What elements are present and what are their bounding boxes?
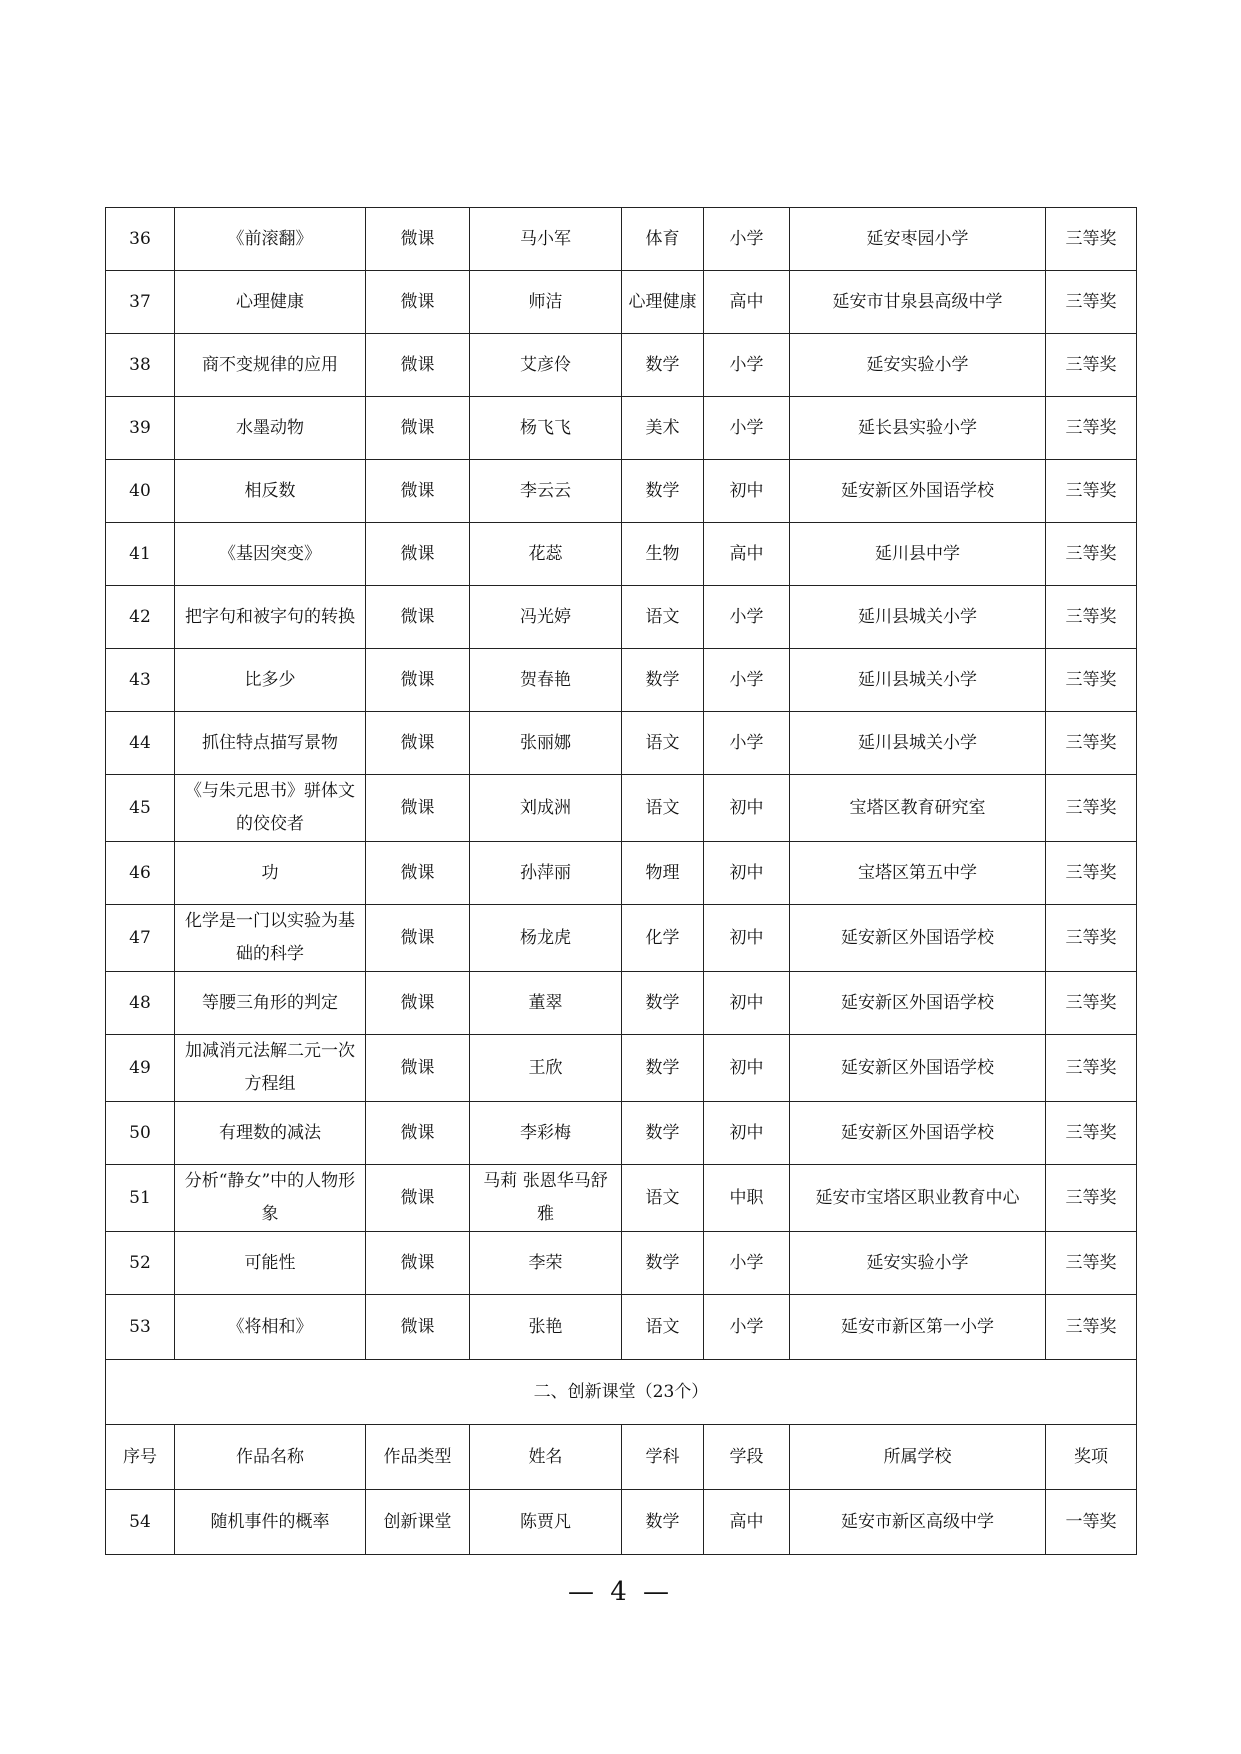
table-row	[106, 1295, 1137, 1360]
cell-subject: 数学	[622, 1102, 704, 1165]
header-cell: 序号	[106, 1425, 175, 1490]
cell-subject: 语文	[622, 775, 704, 842]
cell-stage: 小学	[704, 397, 790, 460]
cell-school: 延安实验小学	[790, 334, 1046, 397]
cell-person: 张丽娜	[470, 712, 622, 775]
cell-award: 三等奖	[1046, 712, 1137, 775]
table-row	[106, 1232, 1137, 1295]
cell-person: 杨龙虎	[470, 905, 622, 972]
cell-type: 微课	[366, 271, 470, 334]
cell-subject: 生物	[622, 523, 704, 586]
cell-no: 52	[106, 1232, 175, 1295]
cell-no: 39	[106, 397, 175, 460]
cell-person: 花蕊	[470, 523, 622, 586]
cell-no: 36	[106, 208, 175, 271]
cell-stage: 初中	[704, 775, 790, 842]
cell-name: 把字句和被字句的转换	[175, 586, 366, 649]
table-row	[106, 397, 1137, 460]
cell-subject: 美术	[622, 397, 704, 460]
cell-subject: 数学	[622, 460, 704, 523]
cell-type: 微课	[366, 775, 470, 842]
cell-award: 三等奖	[1046, 586, 1137, 649]
header-cell: 奖项	[1046, 1425, 1137, 1490]
cell-no: 38	[106, 334, 175, 397]
cell-award: 一等奖	[1046, 1490, 1137, 1555]
table-body	[106, 208, 1137, 1555]
cell-award: 三等奖	[1046, 334, 1137, 397]
cell-no: 54	[106, 1490, 175, 1555]
cell-stage: 初中	[704, 842, 790, 905]
table-row	[106, 208, 1137, 271]
cell-school: 延川县城关小学	[790, 712, 1046, 775]
cell-person: 艾彦伶	[470, 334, 622, 397]
cell-stage: 小学	[704, 586, 790, 649]
cell-person: 冯光婷	[470, 586, 622, 649]
table-row	[106, 842, 1137, 905]
cell-person: 马莉 张恩华马舒雅	[470, 1165, 622, 1232]
table-row	[106, 1165, 1137, 1232]
award-table	[105, 207, 1137, 1555]
cell-school: 延川县城关小学	[790, 649, 1046, 712]
cell-name: 比多少	[175, 649, 366, 712]
cell-award: 三等奖	[1046, 1165, 1137, 1232]
cell-type: 微课	[366, 905, 470, 972]
cell-person: 张艳	[470, 1295, 622, 1360]
table-row	[106, 586, 1137, 649]
cell-no: 51	[106, 1165, 175, 1232]
cell-no: 47	[106, 905, 175, 972]
cell-person: 李荣	[470, 1232, 622, 1295]
cell-stage: 中职	[704, 1165, 790, 1232]
section-title: 二、创新课堂（23个）	[106, 1360, 1137, 1425]
cell-award: 三等奖	[1046, 1232, 1137, 1295]
table-row	[106, 1035, 1137, 1102]
cell-person: 师洁	[470, 271, 622, 334]
cell-stage: 高中	[704, 1490, 790, 1555]
cell-school: 宝塔区第五中学	[790, 842, 1046, 905]
cell-no: 46	[106, 842, 175, 905]
cell-type: 微课	[366, 1102, 470, 1165]
cell-name: 有理数的减法	[175, 1102, 366, 1165]
cell-award: 三等奖	[1046, 523, 1137, 586]
cell-name: 分析“静女”中的人物形象	[175, 1165, 366, 1232]
cell-no: 49	[106, 1035, 175, 1102]
cell-no: 41	[106, 523, 175, 586]
cell-name: 《与朱元思书》骈体文的佼佼者	[175, 775, 366, 842]
cell-award: 三等奖	[1046, 1035, 1137, 1102]
cell-school: 宝塔区教育研究室	[790, 775, 1046, 842]
cell-school: 延安新区外国语学校	[790, 905, 1046, 972]
cell-school: 延川县城关小学	[790, 586, 1046, 649]
cell-subject: 物理	[622, 842, 704, 905]
table-row	[106, 460, 1137, 523]
table-row	[106, 523, 1137, 586]
cell-award: 三等奖	[1046, 460, 1137, 523]
cell-award: 三等奖	[1046, 397, 1137, 460]
cell-subject: 体育	[622, 208, 704, 271]
cell-no: 50	[106, 1102, 175, 1165]
cell-type: 微课	[366, 1035, 470, 1102]
cell-school: 延安市新区高级中学	[790, 1490, 1046, 1555]
cell-no: 45	[106, 775, 175, 842]
cell-name: 商不变规律的应用	[175, 334, 366, 397]
cell-type: 微课	[366, 1295, 470, 1360]
cell-school: 延安市甘泉县高级中学	[790, 271, 1046, 334]
cell-subject: 心理健康	[622, 271, 704, 334]
cell-type: 微课	[366, 649, 470, 712]
cell-name: 《将相和》	[175, 1295, 366, 1360]
table-row	[106, 775, 1137, 842]
cell-award: 三等奖	[1046, 271, 1137, 334]
cell-name: 心理健康	[175, 271, 366, 334]
cell-no: 48	[106, 972, 175, 1035]
cell-award: 三等奖	[1046, 842, 1137, 905]
cell-no: 40	[106, 460, 175, 523]
cell-name: 等腰三角形的判定	[175, 972, 366, 1035]
cell-school: 延安市新区第一小学	[790, 1295, 1046, 1360]
cell-school: 延安实验小学	[790, 1232, 1046, 1295]
table-row	[106, 1490, 1137, 1555]
cell-no: 44	[106, 712, 175, 775]
cell-stage: 初中	[704, 1035, 790, 1102]
cell-person: 贺春艳	[470, 649, 622, 712]
cell-person: 李彩梅	[470, 1102, 622, 1165]
cell-subject: 数学	[622, 1035, 704, 1102]
cell-subject: 语文	[622, 586, 704, 649]
cell-person: 王欣	[470, 1035, 622, 1102]
table-row	[106, 1102, 1137, 1165]
cell-subject: 语文	[622, 1165, 704, 1232]
cell-stage: 小学	[704, 649, 790, 712]
cell-name: 可能性	[175, 1232, 366, 1295]
cell-stage: 初中	[704, 460, 790, 523]
cell-type: 创新课堂	[366, 1490, 470, 1555]
table-row	[106, 271, 1137, 334]
cell-no: 42	[106, 586, 175, 649]
cell-name: 功	[175, 842, 366, 905]
cell-subject: 化学	[622, 905, 704, 972]
cell-stage: 小学	[704, 712, 790, 775]
section-row	[106, 1360, 1137, 1425]
cell-type: 微课	[366, 1232, 470, 1295]
cell-school: 延安新区外国语学校	[790, 972, 1046, 1035]
cell-school: 延安枣园小学	[790, 208, 1046, 271]
cell-type: 微课	[366, 586, 470, 649]
cell-stage: 初中	[704, 905, 790, 972]
cell-type: 微课	[366, 1165, 470, 1232]
header-cell: 姓名	[470, 1425, 622, 1490]
cell-name: 水墨动物	[175, 397, 366, 460]
cell-subject: 数学	[622, 334, 704, 397]
cell-name: 《前滚翻》	[175, 208, 366, 271]
cell-name: 随机事件的概率	[175, 1490, 366, 1555]
cell-school: 延安新区外国语学校	[790, 1035, 1046, 1102]
cell-subject: 数学	[622, 972, 704, 1035]
header-cell: 作品类型	[366, 1425, 470, 1490]
cell-type: 微课	[366, 460, 470, 523]
cell-subject: 数学	[622, 1232, 704, 1295]
cell-type: 微课	[366, 972, 470, 1035]
cell-name: 抓住特点描写景物	[175, 712, 366, 775]
header-row	[106, 1425, 1137, 1490]
cell-person: 孙萍丽	[470, 842, 622, 905]
cell-type: 微课	[366, 397, 470, 460]
cell-award: 三等奖	[1046, 1102, 1137, 1165]
cell-stage: 初中	[704, 972, 790, 1035]
cell-type: 微课	[366, 842, 470, 905]
cell-stage: 小学	[704, 208, 790, 271]
cell-subject: 数学	[622, 1490, 704, 1555]
header-cell: 作品名称	[175, 1425, 366, 1490]
cell-stage: 高中	[704, 271, 790, 334]
cell-person: 李云云	[470, 460, 622, 523]
table-row	[106, 905, 1137, 972]
cell-stage: 高中	[704, 523, 790, 586]
cell-award: 三等奖	[1046, 972, 1137, 1035]
cell-no: 53	[106, 1295, 175, 1360]
cell-stage: 小学	[704, 1295, 790, 1360]
table-row	[106, 972, 1137, 1035]
table-row	[106, 649, 1137, 712]
cell-subject: 语文	[622, 712, 704, 775]
cell-type: 微课	[366, 712, 470, 775]
cell-type: 微课	[366, 208, 470, 271]
header-cell: 学段	[704, 1425, 790, 1490]
cell-award: 三等奖	[1046, 1295, 1137, 1360]
cell-person: 刘成洲	[470, 775, 622, 842]
cell-person: 陈贾凡	[470, 1490, 622, 1555]
cell-name: 《基因突变》	[175, 523, 366, 586]
cell-school: 延安新区外国语学校	[790, 1102, 1046, 1165]
cell-stage: 小学	[704, 334, 790, 397]
cell-award: 三等奖	[1046, 649, 1137, 712]
cell-subject: 数学	[622, 649, 704, 712]
cell-person: 马小军	[470, 208, 622, 271]
cell-person: 董翠	[470, 972, 622, 1035]
cell-type: 微课	[366, 334, 470, 397]
table-row	[106, 712, 1137, 775]
header-cell: 学科	[622, 1425, 704, 1490]
cell-school: 延川县中学	[790, 523, 1046, 586]
header-cell: 所属学校	[790, 1425, 1046, 1490]
cell-award: 三等奖	[1046, 208, 1137, 271]
cell-person: 杨飞飞	[470, 397, 622, 460]
page-number: — 4 —	[567, 1577, 674, 1607]
cell-school: 延安市宝塔区职业教育中心	[790, 1165, 1046, 1232]
cell-name: 加减消元法解二元一次方程组	[175, 1035, 366, 1102]
cell-award: 三等奖	[1046, 775, 1137, 842]
cell-school: 延长县实验小学	[790, 397, 1046, 460]
cell-no: 37	[106, 271, 175, 334]
cell-no: 43	[106, 649, 175, 712]
cell-name: 化学是一门以实验为基础的科学	[175, 905, 366, 972]
cell-stage: 初中	[704, 1102, 790, 1165]
table-row	[106, 334, 1137, 397]
cell-subject: 语文	[622, 1295, 704, 1360]
cell-type: 微课	[366, 523, 470, 586]
cell-stage: 小学	[704, 1232, 790, 1295]
cell-award: 三等奖	[1046, 905, 1137, 972]
cell-name: 相反数	[175, 460, 366, 523]
cell-school: 延安新区外国语学校	[790, 460, 1046, 523]
